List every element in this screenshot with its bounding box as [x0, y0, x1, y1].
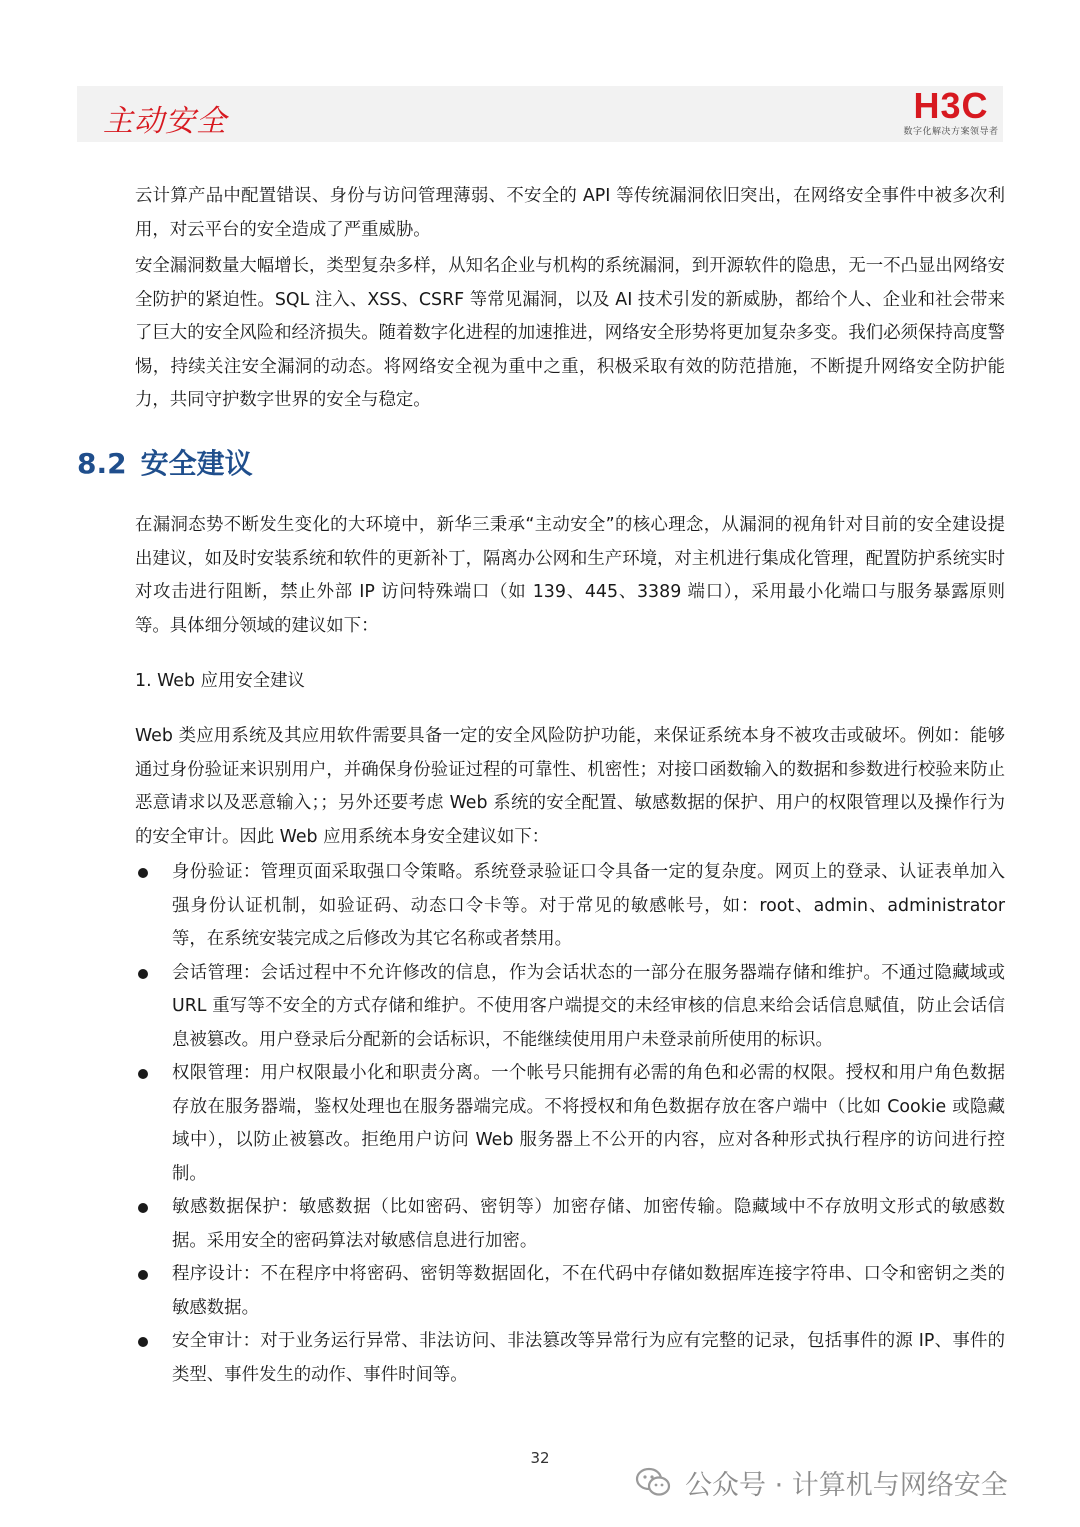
list-item: 权限管理：用户权限最小化和职责分离。一个帐号只能拥有必需的角色和必需的权限。授权和用户角色数据存放在服务器端，鉴权处理也在服务器端完成。不将授权和角色数据存放在客户端中（比如 Cookie 或隐藏域中），以防止被篡改。拒绝用户访问 Web 服务器上不公开的内容，应对各种形式执行程序的访问进行控制。: [135, 1057, 1005, 1191]
list-item: 会话管理：会话过程中不允许修改的信息，作为会话状态的一部分在服务器端存储和维护。不通过隐藏域或 URL 重写等不安全的方式存储和维护。不使用客户端提交的未经审核的信息来给会话信息赋值，防止会话信息被篡改。用户登录后分配新的会话标识，不能继续使用用户未登录前所使用的标识。: [135, 957, 1005, 1058]
h3c-logo-icon: [898, 88, 1004, 122]
logo-tagline: 数字化解决方案领导者: [903, 127, 999, 137]
bullet-icon: [138, 1203, 148, 1213]
intro-block: [135, 180, 1005, 247]
section-title-text: 安全建议: [140, 447, 253, 480]
subsection-intro-block: [135, 720, 1005, 854]
header-title: 主动安全: [103, 104, 227, 139]
wechat-icon: [635, 1466, 671, 1498]
watermark: [635, 1462, 1008, 1502]
recommendation-list: [135, 856, 1005, 1392]
intro-paragraph-2: 安全漏洞数量大幅增长，类型复杂多样，从知名企业与机构的系统漏洞，到开源软件的隐患，无一不凸显出网络安全防护的紧迫性。SQL 注入、XSS、CSRF 等常见漏洞，以及 AI 技术引发的新威胁，都给个人、企业和社会带来了巨大的安全风险和经济损失。随着数字化进程的加速推进，网络安全形势将更加复杂多变。我们必须保持高度警惕，持续关注安全漏洞的动态。将网络安全视为重中之重，积极采取有效的防范措施，不断提升网络安全防护能力，共同守护数字世界的安全与稳定。: [135, 256, 1005, 410]
bullet-icon: [138, 969, 148, 979]
page-number: 32: [530, 1449, 550, 1467]
bullet-icon: [138, 1337, 148, 1347]
list-item: 身份验证：管理页面采取强口令策略。系统登录验证口令具备一定的复杂度。网页上的登录、认证表单加入强身份认证机制，如验证码、动态口令卡等。对于常见的敏感帐号，如：root、admin、administrator 等，在系统安装完成之后修改为其它名称或者禁用。: [135, 856, 1005, 957]
bullet-icon: [138, 868, 148, 878]
subsection-heading-block: [135, 665, 1005, 699]
subsection-heading: 1. Web 应用安全建议: [135, 671, 305, 691]
svg-text:H3C: H3C: [913, 88, 989, 122]
h3c-logo: [898, 88, 1004, 140]
list-item: 敏感数据保护：敏感数据（比如密码、密钥等）加密存储、加密传输。隐藏域中不存放明文形式的敏感数据。采用安全的密码算法对敏感信息进行加密。: [135, 1191, 1005, 1258]
bullet-icon: [138, 1270, 148, 1280]
list-item: 安全审计：对于业务运行异常、非法访问、非法篡改等异常行为应有完整的记录，包括事件的源 IP、事件的类型、事件发生的动作、事件时间等。: [135, 1325, 1005, 1392]
section-number: 8.2: [77, 447, 127, 480]
bullet-icon: [138, 1069, 148, 1079]
intro-block-2: [135, 250, 1005, 418]
section-intro-block: [135, 509, 1005, 643]
list-item: 程序设计：不在程序中将密码、密钥等数据固化，不在代码中存储如数据库连接字符串、口令和密钥之类的敏感数据。: [135, 1258, 1005, 1325]
subsection-intro-paragraph: Web 类应用系统及其应用软件需要具备一定的安全风险防护功能，来保证系统本身不被攻击或破坏。例如：能够通过身份验证来识别用户，并确保身份验证过程的可靠性、机密性；对接口函数输入的数据和参数进行校验来防止恶意请求以及恶意输入；；另外还要考虑 Web 系统的安全配置、敏感数据的保护、用户的权限管理以及操作行为的安全审计。因此 Web 应用系统本身安全建议如下：: [135, 726, 1005, 847]
section-heading: [77, 442, 253, 482]
watermark-text: 公众号 · 计算机与网络安全: [685, 1469, 1008, 1501]
intro-paragraph-1: 云计算产品中配置错误、身份与访问管理薄弱、不安全的 API 等传统漏洞依旧突出，在网络安全事件中被多次利用，对云平台的安全造成了严重威胁。: [135, 186, 1005, 240]
section-intro-paragraph: 在漏洞态势不断发生变化的大环境中，新华三秉承“主动安全”的核心理念，从漏洞的视角针对目前的安全建设提出建议，如及时安装系统和软件的更新补丁，隔离办公网和生产环境，对主机进行集成化管理，配置防护系统实时对攻击进行阻断，禁止外部 IP 访问特殊端口（如 139、445、3389 端口），采用最小化端口与服务暴露原则等。具体细分领域的建议如下：: [135, 515, 1005, 636]
